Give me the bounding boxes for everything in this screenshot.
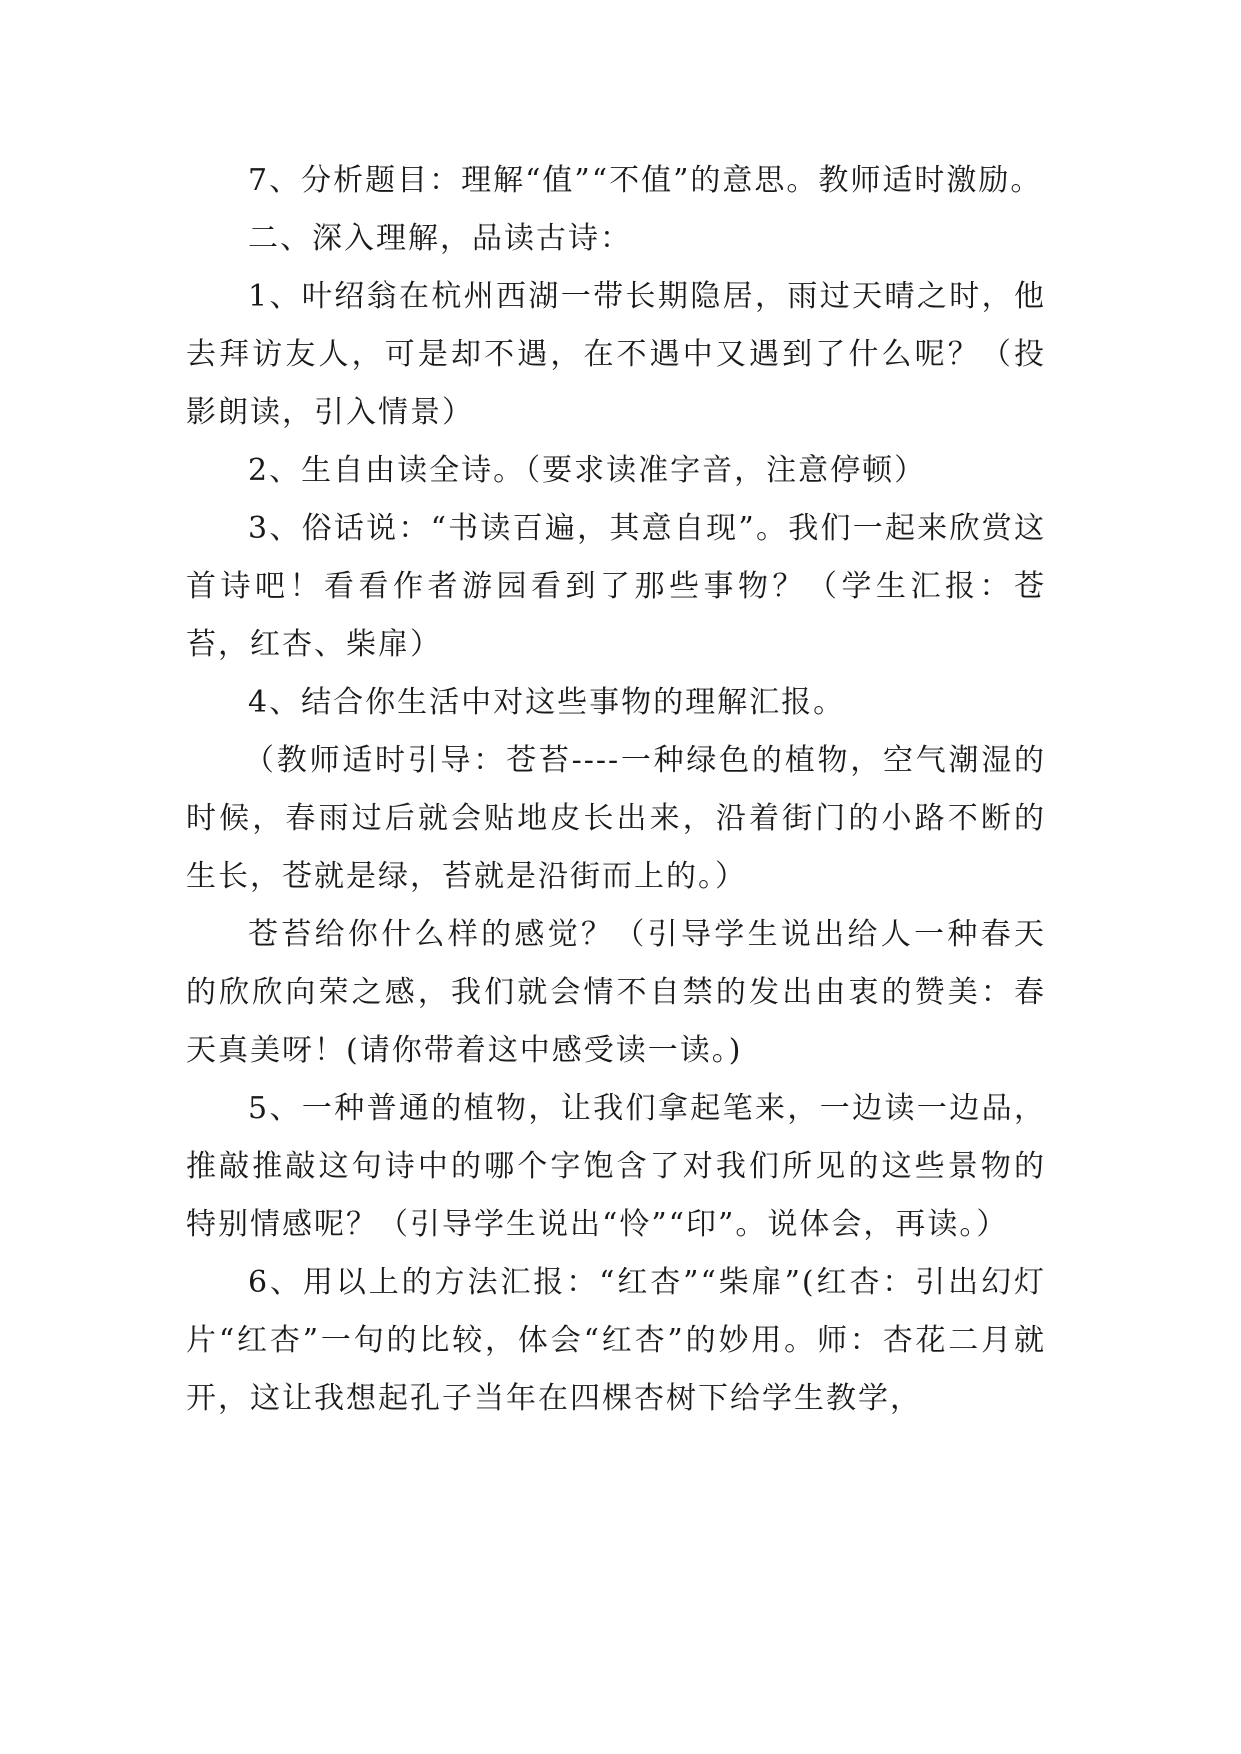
- paragraph-teacher-guide: （教师适时引导：苍苔----一种绿色的植物，空气潮湿的时候，春雨过后就会贴地皮长出来，沿着街门的小路不断的生长，苍就是绿，苔就是沿街而上的。）: [186, 743, 1046, 894]
- paragraph-step-3: 3、俗话说：“书读百遍，其意自现”。我们一起来欣赏这首诗吧！看看作者游园看到了那些事物？（学生汇报：苍苔，红杏、柴扉）: [186, 511, 1046, 662]
- section-heading: 二、深入理解，品读古诗：: [248, 221, 632, 256]
- document-body: [186, 152, 1046, 1428]
- paragraph-step-2: 2、生自由读全诗。（要求读准字音，注意停顿）: [248, 453, 927, 488]
- paragraph-step-1: 1、叶绍翁在杭州西湖一带长期隐居，雨过天晴之时，他去拜访友人，可是却不遇，在不遇中又遇到了什么呢？（投影朗读，引入情景）: [186, 279, 1046, 430]
- paragraph-step-5: 5、一种普通的植物，让我们拿起笔来，一边读一边品，推敲推敲这句诗中的哪个字饱含了对我们所见的这些景物的特别情感呢？（引导学生说出“怜”“印”。说体会，再读。）: [186, 1091, 1046, 1242]
- paragraph-step-4: 4、结合你生活中对这些事物的理解汇报。: [248, 685, 846, 720]
- paragraph-feeling: 苍苔给你什么样的感觉？（引导学生说出给人一种春天的欣欣向荣之感，我们就会情不自禁的发出由衷的赞美：春天真美呀！(请你带着这中感受读一读。): [186, 917, 1046, 1068]
- paragraph-item-7: 7、分析题目：理解“值”“不值”的意思。教师适时激励。: [248, 163, 1043, 198]
- paragraph-step-6: 6、用以上的方法汇报：“红杏”“柴扉”(红杏：引出幻灯片“红杏”一句的比较，体会“红杏”的妙用。师：杏花二月就开，这让我想起孔子当年在四棵杏树下给学生教学，: [186, 1265, 1046, 1416]
